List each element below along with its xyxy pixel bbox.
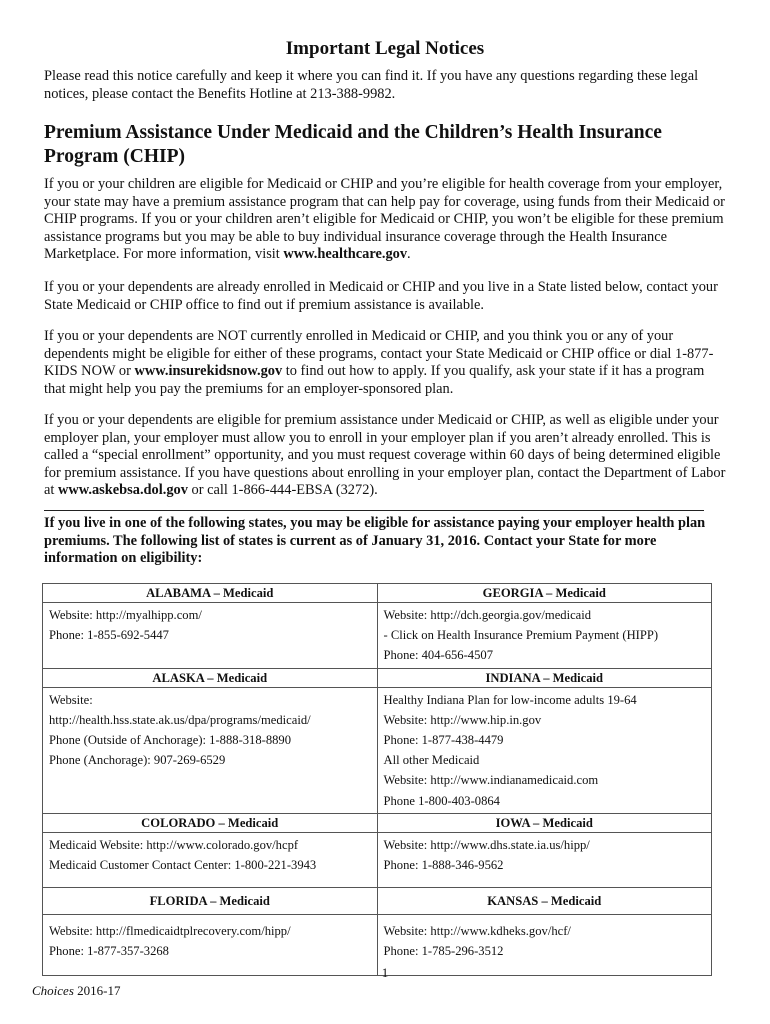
state-detail-line: Website: http://myalhipp.com/ bbox=[49, 608, 202, 622]
paragraph-2: If you or your dependents are already enrolled in Medicaid or CHIP and you live in a State listed below, contact your State Medicaid or CHIP office to find out if premium assistance is available. bbox=[44, 279, 718, 313]
state-detail-line: Medicaid Website: http://www.colorado.gov/hcpf bbox=[49, 837, 299, 852]
state-details bbox=[43, 603, 378, 669]
section-divider bbox=[44, 510, 704, 511]
state-detail-line: Phone (Anchorage): 907-269-6529 bbox=[49, 753, 226, 768]
state-name: ALABAMA – Medicaid bbox=[43, 584, 378, 603]
paragraph-1 bbox=[44, 176, 728, 264]
state-detail-line: Healthy Indiana Plan for low-income adults 19-64 bbox=[383, 692, 637, 707]
state-detail-line: Medicaid Customer Contact Center: 1-800-221-3943 bbox=[49, 857, 317, 872]
page-title: Important Legal Notices bbox=[285, 38, 485, 59]
state-detail-line: Website: http://www.kdheks.gov/hcf/ bbox=[383, 924, 571, 939]
state-detail-line: Website: bbox=[49, 692, 93, 707]
state-detail-line: Phone: 1-877-438-4479 bbox=[383, 732, 504, 747]
state-detail-line: - Click on Health Insurance Premium Payment (HIPP) bbox=[383, 628, 659, 643]
state-header-row bbox=[43, 813, 712, 832]
state-detail-line: Phone: 1-785-296-3512 bbox=[383, 944, 504, 959]
state-details bbox=[43, 687, 378, 813]
state-header-row bbox=[43, 584, 712, 603]
state-body-row bbox=[43, 832, 712, 887]
footer-plan: Choices bbox=[32, 983, 74, 998]
state-name: IOWA – Medicaid bbox=[377, 813, 712, 832]
state-detail-line: Phone: 404-656-4507 bbox=[383, 648, 493, 663]
intro-paragraph: Please read this notice carefully and keep it where you can find it. If you have any questions regarding these legal notices, please contact the Benefits Hotline at 213-388-9982. bbox=[44, 68, 699, 102]
state-detail-line: Website: http://flmedicaidtplrecovery.com/hipp/ bbox=[49, 924, 291, 939]
insurekidsnow-link: www.insurekidsnow.gov bbox=[134, 363, 283, 379]
paragraph-3 bbox=[44, 328, 728, 398]
state-detail-line: http://health.hss.state.ak.us/dpa/programs/medicaid/ bbox=[49, 712, 311, 727]
state-header-row bbox=[43, 668, 712, 687]
paragraph-1-text: If you or your children are eligible for Medicaid or CHIP and you’re eligible for health coverage from your employer, your state may have a premium assistance program that can help pay for coverage, using funds from their Medicaid or CHIP programs. If you or your children aren’t eligible for Medicaid or CHIP, you won’t be eligible for these premium assistance programs but you may be able to buy individual insurance coverage through the Health Insurance Marketplace. For more information, visit bbox=[44, 176, 725, 262]
state-details bbox=[377, 603, 712, 669]
state-detail-line: Website: http://www.dhs.state.ia.us/hipp/ bbox=[383, 837, 590, 852]
states-table bbox=[42, 583, 712, 976]
state-detail-line: Website: http://www.indianamedicaid.com bbox=[383, 773, 599, 788]
paragraph-1-end: . bbox=[407, 246, 411, 262]
states-intro: If you live in one of the following states, you may be eligible for assistance paying your employer health plan premiums. The following list of states is current as of January 31, 2016. Contact your State for more information on eligibility: bbox=[44, 515, 706, 566]
state-details bbox=[377, 687, 712, 813]
state-detail-line: All other Medicaid bbox=[383, 753, 480, 768]
footer-year: 2016-17 bbox=[77, 983, 121, 998]
state-name: INDIANA – Medicaid bbox=[377, 668, 712, 687]
state-details bbox=[377, 832, 712, 887]
paragraph-4-pre: If you or your dependents are eligible for premium assistance under Medicaid or CHIP, as well as eligible under your employer plan, your employer must allow you to enroll in your employer plan if you aren’t already enrolled. This is called a “special enrollment” opportunity, and you must request coverage within 60 days of being determined eligible for premium assistance. If you have questions about enrolling in your employer plan, contact the Department of Labor at bbox=[44, 412, 726, 498]
state-name: COLORADO – Medicaid bbox=[43, 813, 378, 832]
state-detail-line: Phone: 1-855-692-5447 bbox=[49, 628, 169, 643]
state-details bbox=[43, 832, 378, 887]
state-name: GEORGIA – Medicaid bbox=[377, 584, 712, 603]
state-name: FLORIDA – Medicaid bbox=[43, 888, 378, 915]
state-body-row bbox=[43, 603, 712, 669]
page-number: 1 bbox=[381, 965, 389, 980]
state-name: KANSAS – Medicaid bbox=[377, 888, 712, 915]
paragraph-3-post: to find out how to apply. If you qualify, ask your state if it has a program that might help you pay the premiums for an employer-sponsored plan. bbox=[44, 363, 705, 397]
healthcare-gov-link: www.healthcare.gov bbox=[283, 246, 408, 262]
state-detail-line: Website: http://dch.georgia.gov/medicaid bbox=[383, 608, 592, 622]
state-header-row bbox=[43, 888, 712, 915]
state-detail-line: Website: http://www.hip.in.gov bbox=[383, 712, 542, 727]
paragraph-4 bbox=[44, 412, 728, 500]
footer bbox=[32, 983, 120, 999]
paragraph-3-pre: If you or your dependents are NOT currently enrolled in Medicaid or CHIP, and you think you or any of your dependents might be eligible for either of these programs, contact your State Medicaid or CHIP office or dial 1-877-KIDS NOW or bbox=[44, 328, 714, 379]
paragraph-4-post: or call 1-866-444-EBSA (3272). bbox=[187, 482, 378, 498]
section-heading: Premium Assistance Under Medicaid and the Children’s Health Insurance Program (CHIP) bbox=[44, 122, 662, 167]
state-body-row bbox=[43, 687, 712, 813]
state-name: ALASKA – Medicaid bbox=[43, 668, 378, 687]
state-detail-line: Phone (Outside of Anchorage): 1-888-318-8890 bbox=[49, 732, 292, 747]
state-detail-line: Phone: 1-888-346-9562 bbox=[383, 857, 504, 872]
askebsa-link: www.askebsa.dol.gov bbox=[57, 482, 188, 498]
state-detail-line: Phone: 1-877-357-3268 bbox=[49, 944, 169, 959]
state-detail-line: Phone 1-800-403-0864 bbox=[383, 793, 500, 808]
